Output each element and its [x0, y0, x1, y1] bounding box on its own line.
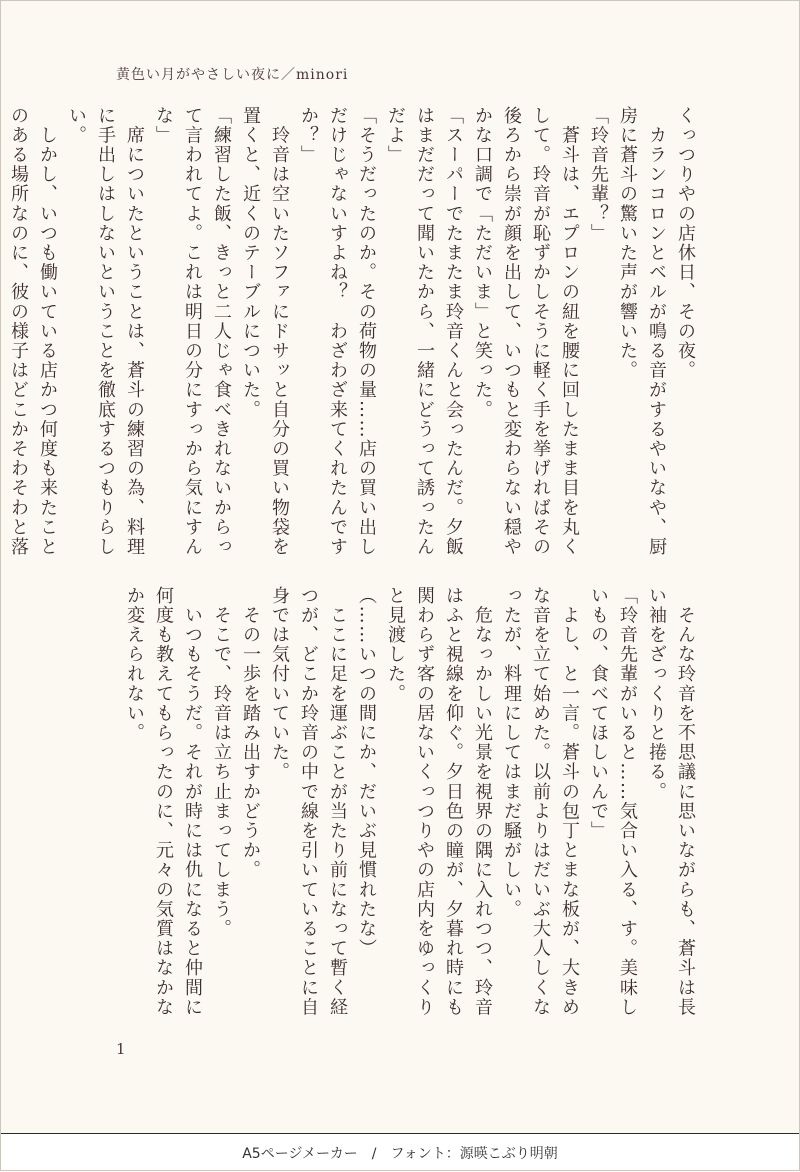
paragraph: その一歩を踏み出すかどうか。: [240, 586, 261, 880]
paragraph: いつもそうだ。それが時には仇になると仲間に何度も教えてもらったのに、元々の気質はなかなか変えられない。: [124, 586, 203, 1018]
paragraph: カランコロンとベルが鳴る音がするやいなや、厨房に蒼斗の驚いた声が響いた。: [617, 106, 667, 557]
text-column-bottom: [100, 586, 700, 1026]
paragraph: 玲音は空いたソファにドサッと自分の買い物袋を置くと、近くのテーブルについた。: [240, 106, 290, 557]
paragraph: 危なっかしい光景を視界の隅に入れつつ、玲音はふと視線を仰ぐ。夕日色の瞳が、夕暮れ時にも関わらず客の居ないくっつりやの店内をゆっくりと見渡した。: [385, 586, 493, 1018]
paragraph: そんな玲音を不思議に思いながらも、蒼斗は長い袖をざっくりと捲る。: [646, 586, 696, 1018]
paragraph: （……いつの間にか、だいぶ見慣れたな）: [356, 586, 377, 959]
paragraph: 「玲音先輩がいると……気合い入る、す。美味しいもの、食べてほしいんで」: [588, 586, 638, 1018]
paragraph: 「練習した飯、きっと二人じゃ食べきれないからって言われてよ。これは明日の分にすっから気にすんな」: [153, 106, 232, 557]
paragraph: しかし、いつも働いている店かつ何度も来たことのある場所なのに、彼の様子はどこかそわそわと落: [8, 106, 58, 557]
paragraph: 「そうだったのか。その荷物の量……店の買い出しだけじゃないすよね？ わざわざ来てくれたんですか？」: [298, 106, 377, 557]
paragraph: 席についたということは、蒼斗の練習の為、料理に手出しはしないということを徹底するつもりらしい。: [66, 106, 145, 557]
paragraph: そこで、玲音は立ち止まってしまう。: [211, 586, 232, 939]
paragraph: くっつりやの店休日、その夜。: [675, 106, 696, 381]
paragraph: よし、と一言。蒼斗の包丁とまな板が、大きめな音を立て始めた。以前よりはだいぶ大人しくなったが、料理にしてはまだ騒がしい。: [501, 586, 580, 1018]
paragraph: 蒼斗は、エプロンの紐を腰に回したまま目を丸くして。玲音が恥ずかしそうに軽く手を挙げればその後ろから崇が顔を出して、いつもと変わらない穏やかな口調で「ただいま」と笑った。: [472, 106, 580, 557]
paragraph: 「スーパーでたまたま玲音くんと会ったんだ。夕飯はまだだって聞いたから、一緒にどうって誘ったんだよ」: [385, 106, 464, 557]
footer-bar: [0, 1133, 800, 1172]
text-column-top: [8, 106, 700, 572]
footer-credit: A5ページメーカー / フォント：源暎こぶり明朝: [242, 1146, 558, 1162]
paragraph: 「玲音先輩？」: [588, 106, 609, 244]
page-number: 1: [116, 1040, 126, 1058]
page-title: 黄色い月がやさしい夜に／minori: [116, 67, 349, 83]
paragraph: ここに足を運ぶことが当たり前になって暫く経つが、どこか玲音の中で線を引いていることに自身では気付いていた。: [269, 586, 348, 1018]
